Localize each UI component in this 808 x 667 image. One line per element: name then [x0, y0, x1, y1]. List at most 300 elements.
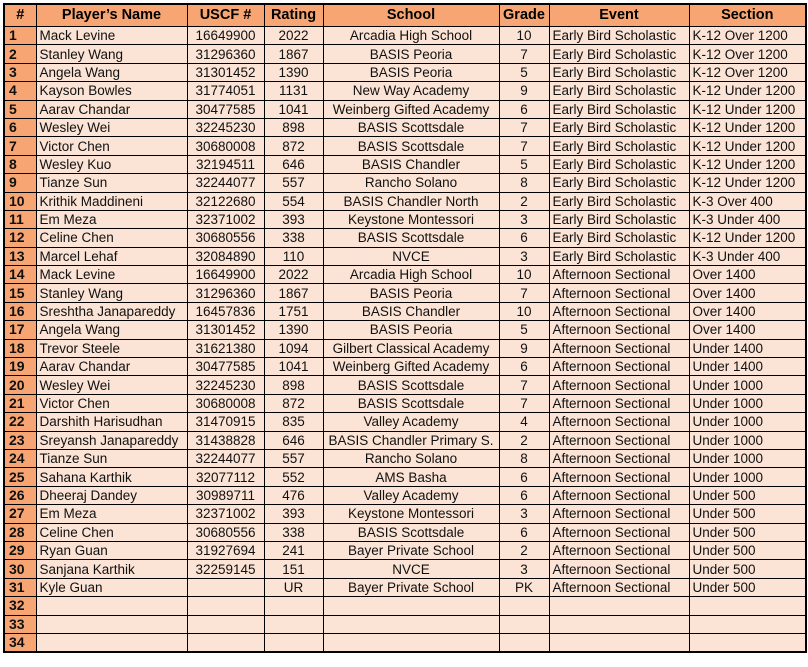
- event-cell[interactable]: Afternoon Sectional: [549, 449, 689, 467]
- event-cell[interactable]: Early Bird Scholastic: [549, 192, 689, 210]
- row-number-cell[interactable]: 22: [4, 413, 36, 431]
- player-name-cell[interactable]: [36, 615, 187, 633]
- row-number-cell[interactable]: 15: [4, 284, 36, 302]
- school-cell[interactable]: BASIS Peoria: [323, 63, 499, 81]
- event-cell[interactable]: Early Bird Scholastic: [549, 63, 689, 81]
- grade-cell[interactable]: 8: [499, 449, 549, 467]
- section-cell[interactable]: K-3 Over 400: [689, 192, 806, 210]
- row-number-cell[interactable]: 5: [4, 100, 36, 118]
- event-cell[interactable]: Afternoon Sectional: [549, 541, 689, 559]
- grade-cell[interactable]: 3: [499, 247, 549, 265]
- section-cell[interactable]: Under 500: [689, 560, 806, 578]
- uscf-id-cell[interactable]: 32244077: [187, 449, 264, 467]
- table-row: [4, 27, 806, 45]
- grade-cell[interactable]: 7: [499, 45, 549, 63]
- player-name-cell[interactable]: [36, 633, 187, 652]
- school-cell[interactable]: New Way Academy: [323, 82, 499, 100]
- player-name-cell[interactable]: Victor Chen: [36, 137, 187, 155]
- rating-cell[interactable]: 557: [264, 174, 323, 192]
- row-number-cell[interactable]: 26: [4, 486, 36, 504]
- row-number-cell[interactable]: 10: [4, 192, 36, 210]
- rating-cell[interactable]: 898: [264, 376, 323, 394]
- school-cell[interactable]: Keystone Montessori: [323, 505, 499, 523]
- uscf-id-cell[interactable]: 32122680: [187, 192, 264, 210]
- column-header-number: #: [4, 4, 36, 27]
- row-number-cell[interactable]: 2: [4, 45, 36, 63]
- player-name-cell[interactable]: Ryan Guan: [36, 541, 187, 559]
- uscf-id-cell[interactable]: 31296360: [187, 284, 264, 302]
- rating-cell[interactable]: 241: [264, 541, 323, 559]
- row-number-cell[interactable]: 28: [4, 523, 36, 541]
- grade-cell[interactable]: 2: [499, 541, 549, 559]
- rating-cell[interactable]: 1041: [264, 100, 323, 118]
- row-number-cell[interactable]: 4: [4, 82, 36, 100]
- table-row: [4, 394, 806, 412]
- table-row: [4, 468, 806, 486]
- uscf-id-cell[interactable]: 31927694: [187, 541, 264, 559]
- row-number-cell[interactable]: 24: [4, 449, 36, 467]
- player-name-cell[interactable]: Darshith Harisudhan: [36, 413, 187, 431]
- rating-cell[interactable]: 476: [264, 486, 323, 504]
- rating-cell[interactable]: 1131: [264, 82, 323, 100]
- grade-cell[interactable]: 2: [499, 431, 549, 449]
- section-cell[interactable]: K-3 Under 400: [689, 210, 806, 228]
- rating-cell[interactable]: 151: [264, 560, 323, 578]
- section-cell[interactable]: Under 500: [689, 486, 806, 504]
- header-row: [4, 4, 806, 27]
- player-name-cell[interactable]: Angela Wang: [36, 63, 187, 81]
- section-cell[interactable]: Under 1000: [689, 431, 806, 449]
- rating-cell[interactable]: 898: [264, 118, 323, 136]
- section-cell[interactable]: Under 1000: [689, 449, 806, 467]
- section-cell[interactable]: Under 500: [689, 523, 806, 541]
- grade-cell[interactable]: 6: [499, 468, 549, 486]
- section-cell[interactable]: Under 500: [689, 505, 806, 523]
- table-row: [4, 560, 806, 578]
- rating-cell[interactable]: 835: [264, 413, 323, 431]
- player-name-cell[interactable]: Trevor Steele: [36, 339, 187, 357]
- player-name-cell[interactable]: Kyle Guan: [36, 578, 187, 596]
- row-number-cell[interactable]: 7: [4, 137, 36, 155]
- grade-cell[interactable]: 7: [499, 137, 549, 155]
- event-cell[interactable]: Early Bird Scholastic: [549, 229, 689, 247]
- grade-cell[interactable]: 10: [499, 27, 549, 45]
- school-cell[interactable]: [323, 597, 499, 615]
- school-cell[interactable]: Bayer Private School: [323, 541, 499, 559]
- row-number-cell[interactable]: 8: [4, 155, 36, 173]
- uscf-id-cell[interactable]: 30477585: [187, 358, 264, 376]
- section-cell[interactable]: K-12 Over 1200: [689, 45, 806, 63]
- school-cell[interactable]: AMS Basha: [323, 468, 499, 486]
- section-cell[interactable]: K-3 Under 400: [689, 247, 806, 265]
- section-cell[interactable]: K-12 Under 1200: [689, 155, 806, 173]
- uscf-id-cell[interactable]: 16457836: [187, 302, 264, 320]
- school-cell[interactable]: NVCE: [323, 560, 499, 578]
- grade-cell[interactable]: 5: [499, 321, 549, 339]
- rating-cell[interactable]: 1867: [264, 45, 323, 63]
- grade-cell[interactable]: 6: [499, 486, 549, 504]
- event-cell[interactable]: Early Bird Scholastic: [549, 27, 689, 45]
- player-name-cell[interactable]: Victor Chen: [36, 394, 187, 412]
- player-roster-table: [3, 3, 807, 653]
- row-number-cell[interactable]: 29: [4, 541, 36, 559]
- grade-cell[interactable]: 3: [499, 210, 549, 228]
- row-number-cell[interactable]: 17: [4, 321, 36, 339]
- uscf-id-cell[interactable]: 16649900: [187, 27, 264, 45]
- row-number-cell[interactable]: 27: [4, 505, 36, 523]
- column-header-player-name: Player’s Name: [36, 4, 187, 27]
- rating-cell[interactable]: [264, 633, 323, 652]
- event-cell[interactable]: Afternoon Sectional: [549, 284, 689, 302]
- event-cell[interactable]: Afternoon Sectional: [549, 431, 689, 449]
- school-cell[interactable]: BASIS Chandler: [323, 302, 499, 320]
- player-name-cell[interactable]: Tianze Sun: [36, 449, 187, 467]
- rating-cell[interactable]: 552: [264, 468, 323, 486]
- section-cell[interactable]: [689, 597, 806, 615]
- table-row: [4, 63, 806, 81]
- player-name-cell[interactable]: Wesley Kuo: [36, 155, 187, 173]
- uscf-id-cell[interactable]: 30477585: [187, 100, 264, 118]
- section-cell[interactable]: Under 1000: [689, 376, 806, 394]
- table-row: [4, 137, 806, 155]
- school-cell[interactable]: BASIS Chandler Primary S.: [323, 431, 499, 449]
- school-cell[interactable]: BASIS Scottsdale: [323, 523, 499, 541]
- player-name-cell[interactable]: Celine Chen: [36, 523, 187, 541]
- section-cell[interactable]: Over 1400: [689, 266, 806, 284]
- school-cell[interactable]: BASIS Chandler: [323, 155, 499, 173]
- school-cell[interactable]: Weinberg Gifted Academy: [323, 100, 499, 118]
- rating-cell[interactable]: 110: [264, 247, 323, 265]
- section-cell[interactable]: Under 1000: [689, 413, 806, 431]
- grade-cell[interactable]: 5: [499, 155, 549, 173]
- section-cell[interactable]: Over 1400: [689, 321, 806, 339]
- row-number-cell[interactable]: 6: [4, 118, 36, 136]
- section-cell[interactable]: Under 1000: [689, 468, 806, 486]
- row-number-cell[interactable]: 18: [4, 339, 36, 357]
- event-cell[interactable]: Afternoon Sectional: [549, 468, 689, 486]
- section-cell[interactable]: K-12 Under 1200: [689, 100, 806, 118]
- school-cell[interactable]: BASIS Scottsdale: [323, 394, 499, 412]
- section-cell[interactable]: K-12 Under 1200: [689, 174, 806, 192]
- column-header-uscf: USCF #: [187, 4, 264, 27]
- event-cell[interactable]: Afternoon Sectional: [549, 376, 689, 394]
- player-name-cell[interactable]: [36, 597, 187, 615]
- uscf-id-cell[interactable]: 31301452: [187, 321, 264, 339]
- grade-cell[interactable]: PK: [499, 578, 549, 596]
- event-cell[interactable]: Early Bird Scholastic: [549, 82, 689, 100]
- event-cell[interactable]: [549, 633, 689, 652]
- table-row: [4, 597, 806, 615]
- grade-cell[interactable]: 7: [499, 284, 549, 302]
- school-cell[interactable]: BASIS Peoria: [323, 284, 499, 302]
- row-number-cell[interactable]: 34: [4, 633, 36, 652]
- uscf-id-cell[interactable]: 31774051: [187, 82, 264, 100]
- event-cell[interactable]: [549, 597, 689, 615]
- player-name-cell[interactable]: Aarav Chandar: [36, 358, 187, 376]
- uscf-id-cell[interactable]: 32371002: [187, 210, 264, 228]
- event-cell[interactable]: Afternoon Sectional: [549, 321, 689, 339]
- rating-cell[interactable]: 557: [264, 449, 323, 467]
- rating-cell[interactable]: 646: [264, 431, 323, 449]
- row-number-cell[interactable]: 25: [4, 468, 36, 486]
- uscf-id-cell[interactable]: 30680556: [187, 229, 264, 247]
- rating-cell[interactable]: 1041: [264, 358, 323, 376]
- uscf-id-cell[interactable]: 30680008: [187, 394, 264, 412]
- event-cell[interactable]: Afternoon Sectional: [549, 302, 689, 320]
- grade-cell[interactable]: 5: [499, 63, 549, 81]
- rating-cell[interactable]: 1751: [264, 302, 323, 320]
- player-name-cell[interactable]: Angela Wang: [36, 321, 187, 339]
- rating-cell[interactable]: 1390: [264, 63, 323, 81]
- table-row: [4, 118, 806, 136]
- uscf-id-cell[interactable]: 31301452: [187, 63, 264, 81]
- player-name-cell[interactable]: Sreshtha Janapareddy: [36, 302, 187, 320]
- row-number-cell[interactable]: 19: [4, 358, 36, 376]
- row-number-cell[interactable]: 9: [4, 174, 36, 192]
- row-number-cell[interactable]: 13: [4, 247, 36, 265]
- player-name-cell[interactable]: Em Meza: [36, 210, 187, 228]
- section-cell[interactable]: Under 500: [689, 578, 806, 596]
- row-number-cell[interactable]: 1: [4, 27, 36, 45]
- player-name-cell[interactable]: Mack Levine: [36, 266, 187, 284]
- uscf-id-cell[interactable]: 31470915: [187, 413, 264, 431]
- player-name-cell[interactable]: Em Meza: [36, 505, 187, 523]
- row-number-cell[interactable]: 32: [4, 597, 36, 615]
- player-name-cell[interactable]: Dheeraj Dandey: [36, 486, 187, 504]
- row-number-cell[interactable]: 20: [4, 376, 36, 394]
- row-number-cell[interactable]: 33: [4, 615, 36, 633]
- table-row: [4, 45, 806, 63]
- grade-cell[interactable]: 6: [499, 523, 549, 541]
- uscf-id-cell[interactable]: 32194511: [187, 155, 264, 173]
- row-number-cell[interactable]: 16: [4, 302, 36, 320]
- row-number-cell[interactable]: 31: [4, 578, 36, 596]
- grade-cell[interactable]: 7: [499, 376, 549, 394]
- school-cell[interactable]: Bayer Private School: [323, 578, 499, 596]
- school-cell[interactable]: Weinberg Gifted Academy: [323, 358, 499, 376]
- column-header-school: School: [323, 4, 499, 27]
- rating-cell[interactable]: 2022: [264, 27, 323, 45]
- rating-cell[interactable]: 2022: [264, 266, 323, 284]
- player-name-cell[interactable]: Krithik Maddineni: [36, 192, 187, 210]
- section-cell[interactable]: K-12 Under 1200: [689, 229, 806, 247]
- event-cell[interactable]: Early Bird Scholastic: [549, 118, 689, 136]
- school-cell[interactable]: Valley Academy: [323, 486, 499, 504]
- section-cell[interactable]: K-12 Over 1200: [689, 27, 806, 45]
- table-row: [4, 523, 806, 541]
- row-number-cell[interactable]: 23: [4, 431, 36, 449]
- player-name-cell[interactable]: Wesley Wei: [36, 376, 187, 394]
- player-name-cell[interactable]: Tianze Sun: [36, 174, 187, 192]
- school-cell[interactable]: Arcadia High School: [323, 266, 499, 284]
- row-number-cell[interactable]: 3: [4, 63, 36, 81]
- table-row: [4, 192, 806, 210]
- uscf-id-cell[interactable]: 16649900: [187, 266, 264, 284]
- uscf-id-cell[interactable]: 32259145: [187, 560, 264, 578]
- event-cell[interactable]: Early Bird Scholastic: [549, 174, 689, 192]
- section-cell[interactable]: [689, 633, 806, 652]
- school-cell[interactable]: BASIS Peoria: [323, 45, 499, 63]
- grade-cell[interactable]: 6: [499, 229, 549, 247]
- grade-cell[interactable]: 10: [499, 266, 549, 284]
- grade-cell[interactable]: 7: [499, 118, 549, 136]
- rating-cell[interactable]: UR: [264, 578, 323, 596]
- table-row: [4, 100, 806, 118]
- section-cell[interactable]: [689, 615, 806, 633]
- grade-cell[interactable]: 2: [499, 192, 549, 210]
- school-cell[interactable]: BASIS Scottsdale: [323, 376, 499, 394]
- section-cell[interactable]: K-12 Under 1200: [689, 137, 806, 155]
- event-cell[interactable]: Afternoon Sectional: [549, 413, 689, 431]
- uscf-id-cell[interactable]: 32245230: [187, 118, 264, 136]
- grade-cell[interactable]: 9: [499, 339, 549, 357]
- uscf-id-cell[interactable]: [187, 633, 264, 652]
- event-cell[interactable]: [549, 615, 689, 633]
- player-name-cell[interactable]: Sreyansh Janapareddy: [36, 431, 187, 449]
- table-row: [4, 615, 806, 633]
- player-name-cell[interactable]: Marcel Lehaf: [36, 247, 187, 265]
- uscf-id-cell[interactable]: 30680556: [187, 523, 264, 541]
- uscf-id-cell[interactable]: [187, 615, 264, 633]
- uscf-id-cell[interactable]: 32371002: [187, 505, 264, 523]
- event-cell[interactable]: Early Bird Scholastic: [549, 137, 689, 155]
- table-row: [4, 376, 806, 394]
- rating-cell[interactable]: 393: [264, 210, 323, 228]
- table-row: [4, 302, 806, 320]
- rating-cell[interactable]: 872: [264, 137, 323, 155]
- player-name-cell[interactable]: Sanjana Karthik: [36, 560, 187, 578]
- player-name-cell[interactable]: Celine Chen: [36, 229, 187, 247]
- uscf-id-cell[interactable]: [187, 578, 264, 596]
- rating-cell[interactable]: [264, 597, 323, 615]
- event-cell[interactable]: Afternoon Sectional: [549, 339, 689, 357]
- school-cell[interactable]: BASIS Scottsdale: [323, 137, 499, 155]
- section-cell[interactable]: Over 1400: [689, 302, 806, 320]
- uscf-id-cell[interactable]: 31621380: [187, 339, 264, 357]
- section-cell[interactable]: K-12 Over 1200: [689, 63, 806, 81]
- rating-cell[interactable]: 646: [264, 155, 323, 173]
- column-header-rating: Rating: [264, 4, 323, 27]
- school-cell[interactable]: BASIS Scottsdale: [323, 229, 499, 247]
- row-number-cell[interactable]: 11: [4, 210, 36, 228]
- event-cell[interactable]: Early Bird Scholastic: [549, 210, 689, 228]
- event-cell[interactable]: Afternoon Sectional: [549, 523, 689, 541]
- grade-cell[interactable]: [499, 633, 549, 652]
- uscf-id-cell[interactable]: 31296360: [187, 45, 264, 63]
- table-row: [4, 633, 806, 652]
- uscf-id-cell[interactable]: 32245230: [187, 376, 264, 394]
- table-row: [4, 505, 806, 523]
- school-cell[interactable]: Arcadia High School: [323, 27, 499, 45]
- grade-cell[interactable]: 10: [499, 302, 549, 320]
- school-cell[interactable]: [323, 615, 499, 633]
- row-number-cell[interactable]: 21: [4, 394, 36, 412]
- player-name-cell[interactable]: Wesley Wei: [36, 118, 187, 136]
- event-cell[interactable]: Afternoon Sectional: [549, 560, 689, 578]
- section-cell[interactable]: Under 1400: [689, 339, 806, 357]
- section-cell[interactable]: Over 1400: [689, 284, 806, 302]
- school-cell[interactable]: Valley Academy: [323, 413, 499, 431]
- grade-cell[interactable]: 3: [499, 560, 549, 578]
- event-cell[interactable]: Afternoon Sectional: [549, 394, 689, 412]
- rating-cell[interactable]: [264, 615, 323, 633]
- row-number-cell[interactable]: 12: [4, 229, 36, 247]
- table-row: [4, 210, 806, 228]
- rating-cell[interactable]: 338: [264, 523, 323, 541]
- grade-cell[interactable]: [499, 615, 549, 633]
- section-cell[interactable]: Under 1400: [689, 358, 806, 376]
- grade-cell[interactable]: 7: [499, 394, 549, 412]
- grade-cell[interactable]: [499, 597, 549, 615]
- event-cell[interactable]: Afternoon Sectional: [549, 266, 689, 284]
- rating-cell[interactable]: 872: [264, 394, 323, 412]
- rating-cell[interactable]: 1867: [264, 284, 323, 302]
- section-cell[interactable]: K-12 Under 1200: [689, 118, 806, 136]
- grade-cell[interactable]: 8: [499, 174, 549, 192]
- grade-cell[interactable]: 9: [499, 82, 549, 100]
- school-cell[interactable]: [323, 633, 499, 652]
- school-cell[interactable]: BASIS Scottsdale: [323, 118, 499, 136]
- event-cell[interactable]: Afternoon Sectional: [549, 358, 689, 376]
- uscf-id-cell[interactable]: 30680008: [187, 137, 264, 155]
- player-name-cell[interactable]: Stanley Wang: [36, 45, 187, 63]
- row-number-cell[interactable]: 30: [4, 560, 36, 578]
- section-cell[interactable]: Under 500: [689, 541, 806, 559]
- uscf-id-cell[interactable]: 31438828: [187, 431, 264, 449]
- school-cell[interactable]: Gilbert Classical Academy: [323, 339, 499, 357]
- rating-cell[interactable]: 1094: [264, 339, 323, 357]
- section-cell[interactable]: K-12 Under 1200: [689, 82, 806, 100]
- grade-cell[interactable]: 6: [499, 100, 549, 118]
- player-name-cell[interactable]: Mack Levine: [36, 27, 187, 45]
- school-cell[interactable]: Rancho Solano: [323, 449, 499, 467]
- school-cell[interactable]: BASIS Chandler North: [323, 192, 499, 210]
- event-cell[interactable]: Early Bird Scholastic: [549, 45, 689, 63]
- event-cell[interactable]: Afternoon Sectional: [549, 486, 689, 504]
- event-cell[interactable]: Afternoon Sectional: [549, 578, 689, 596]
- table-row: [4, 578, 806, 596]
- school-cell[interactable]: Rancho Solano: [323, 174, 499, 192]
- uscf-id-cell[interactable]: [187, 597, 264, 615]
- event-cell[interactable]: Afternoon Sectional: [549, 505, 689, 523]
- rating-cell[interactable]: 1390: [264, 321, 323, 339]
- school-cell[interactable]: Keystone Montessori: [323, 210, 499, 228]
- grade-cell[interactable]: 6: [499, 358, 549, 376]
- uscf-id-cell[interactable]: 32077112: [187, 468, 264, 486]
- player-name-cell[interactable]: Sahana Karthik: [36, 468, 187, 486]
- player-name-cell[interactable]: Kayson Bowles: [36, 82, 187, 100]
- rating-cell[interactable]: 338: [264, 229, 323, 247]
- grade-cell[interactable]: 4: [499, 413, 549, 431]
- event-cell[interactable]: Early Bird Scholastic: [549, 155, 689, 173]
- event-cell[interactable]: Early Bird Scholastic: [549, 247, 689, 265]
- row-number-cell[interactable]: 14: [4, 266, 36, 284]
- player-name-cell[interactable]: Aarav Chandar: [36, 100, 187, 118]
- player-name-cell[interactable]: Stanley Wang: [36, 284, 187, 302]
- uscf-id-cell[interactable]: 30989711: [187, 486, 264, 504]
- grade-cell[interactable]: 3: [499, 505, 549, 523]
- section-cell[interactable]: Under 1000: [689, 394, 806, 412]
- uscf-id-cell[interactable]: 32084890: [187, 247, 264, 265]
- school-cell[interactable]: NVCE: [323, 247, 499, 265]
- rating-cell[interactable]: 554: [264, 192, 323, 210]
- table-row: [4, 229, 806, 247]
- rating-cell[interactable]: 393: [264, 505, 323, 523]
- uscf-id-cell[interactable]: 32244077: [187, 174, 264, 192]
- event-cell[interactable]: Early Bird Scholastic: [549, 100, 689, 118]
- table-row: [4, 431, 806, 449]
- school-cell[interactable]: BASIS Peoria: [323, 321, 499, 339]
